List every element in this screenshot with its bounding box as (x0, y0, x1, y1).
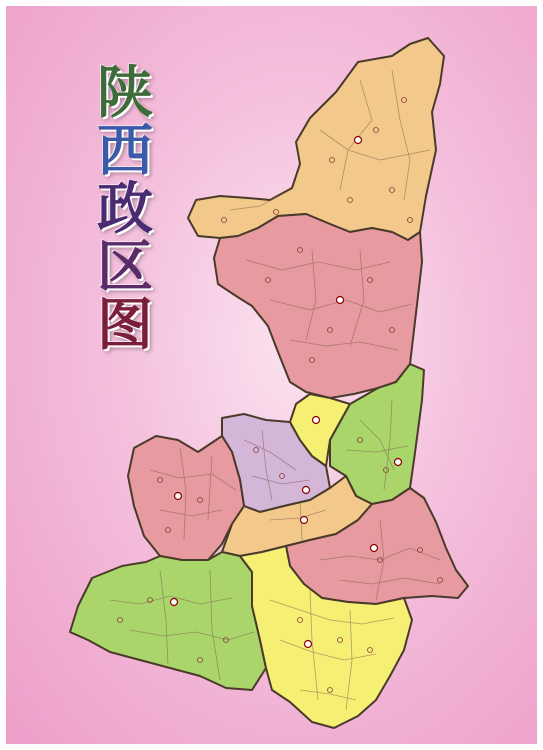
title-char-4: 区 (97, 234, 153, 300)
title-char-1: 陕 (97, 60, 153, 126)
city-marker-southwest (171, 599, 178, 606)
region-group (70, 38, 468, 728)
city-marker-small-yellow (313, 417, 320, 424)
title-char-2: 西 (97, 118, 153, 184)
city-marker-south (305, 641, 312, 648)
city-marker-east (395, 459, 402, 466)
city-marker-purple (303, 487, 310, 494)
central-north-red-region[interactable] (214, 214, 422, 398)
city-marker-west (175, 493, 182, 500)
southwest-green-region[interactable] (70, 552, 266, 690)
title-char-5: 图 (97, 292, 153, 358)
city-marker-central-north (337, 297, 344, 304)
city-marker-north (355, 137, 362, 144)
north-yellow-region[interactable] (188, 38, 444, 240)
title-char-3: 政 (97, 176, 153, 242)
city-marker-central (301, 517, 308, 524)
city-marker-southeast (371, 545, 378, 552)
